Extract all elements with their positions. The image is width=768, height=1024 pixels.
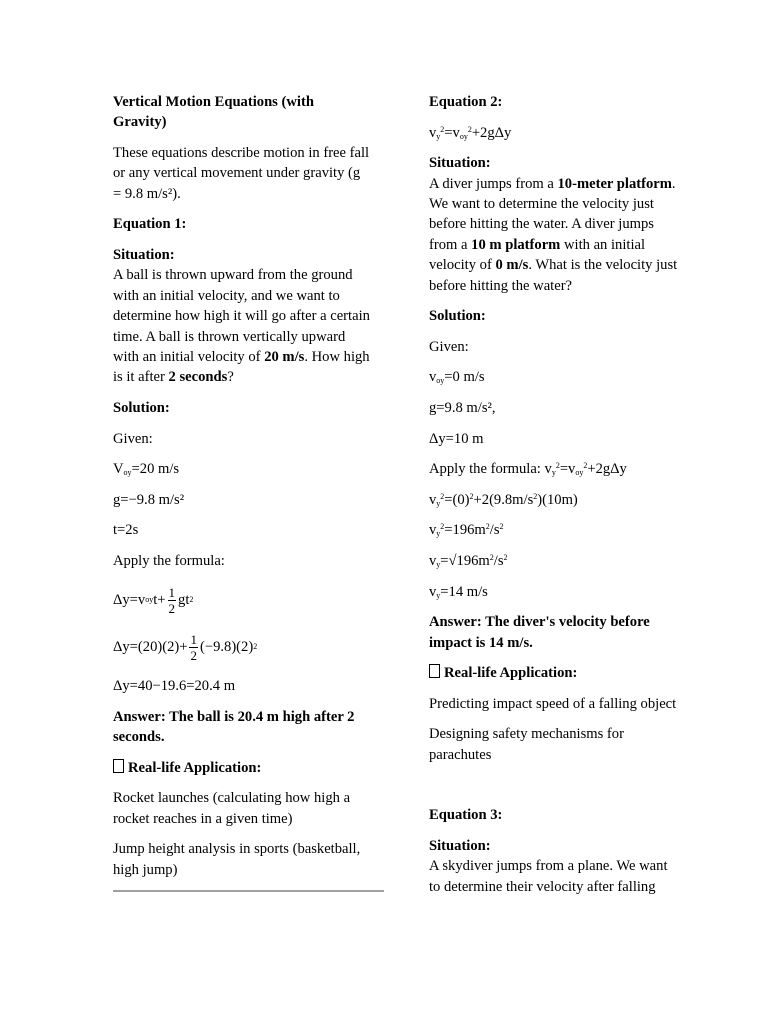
formula-superscript: 2 [503, 552, 508, 562]
equation-1-heading: Equation 1: [113, 216, 187, 233]
situation-time: 2 seconds [168, 369, 228, 386]
real-life-label: Real-life Application: [128, 759, 262, 776]
equation-2-step-2 [429, 520, 679, 540]
equation-3-situation [429, 836, 679, 897]
equation-1-situation [113, 245, 371, 388]
situation-text: . What is the velocity just before hitting the water? [429, 257, 678, 294]
equation-2-step-3 [429, 551, 679, 571]
right-column [429, 92, 679, 907]
situation-velocity: 0 m/s [495, 257, 529, 274]
situation-text: . How high is it after [113, 349, 370, 386]
formula-part: t+ [153, 591, 166, 608]
formula-part: =v [559, 461, 576, 478]
given-value: =0 m/s [444, 369, 485, 386]
equation-2-heading: Equation 2: [429, 94, 503, 110]
formula-part: v [429, 491, 437, 508]
situation-platform-2: 10 m platform [471, 236, 561, 253]
formula-part: Δy=(20)(2)+ [113, 639, 188, 656]
formula-part: /s [489, 522, 500, 539]
given-symbol: V [113, 461, 124, 478]
real-life-item: Designing safety mechanisms for parachutes [429, 726, 624, 763]
situation-text: . We want to determine the velocity just before hitting the water. A diver jumps from a [429, 175, 676, 253]
formula-part: v [429, 552, 437, 569]
intro-paragraph: These equations describe motion in free fall or any vertical movement under gravity (g = 9.8 m/s²). [113, 145, 370, 202]
formula-superscript: 2 [555, 461, 560, 471]
situation-label: Situation: [429, 155, 491, 172]
given-subscript: oy [436, 376, 445, 386]
given-gravity: g=9.8 m/s², [429, 400, 496, 416]
formula-subscript: y [436, 498, 441, 508]
formula-subscript: oy [459, 131, 468, 141]
formula-subscript: y [436, 590, 441, 600]
formula-superscript: 2 [440, 124, 445, 134]
missing-glyph-icon [113, 759, 124, 773]
formula-superscript: 2 [533, 491, 538, 501]
equation-1-result: Δy=40−19.6=20.4 m [113, 677, 236, 694]
formula-part: gt [178, 591, 190, 608]
real-life-heading [113, 758, 371, 778]
situation-text: A ball is thrown upward from the ground with an initial velocity, and we want to determine how high it will go after a certain time. A ball is thrown vertically upward with an initial velocity of [113, 267, 370, 366]
formula-part: (−9.8)(2) [199, 639, 254, 656]
formula-superscript: 2 [485, 522, 490, 532]
formula-subscript: y [551, 468, 556, 478]
fraction-numerator: 1 [168, 584, 176, 600]
formula-part: v [429, 522, 437, 539]
formula-superscript: 2 [440, 522, 445, 532]
formula-subscript: oy [575, 468, 584, 478]
fraction-denominator: 2 [190, 647, 197, 663]
solution-label: Solution: [113, 400, 170, 417]
situation-text: ? [227, 369, 234, 386]
formula-part: v [429, 124, 437, 141]
real-life-label: Real-life Application: [444, 665, 578, 682]
situation-text: with an initial velocity of [429, 236, 646, 274]
formula-part: =√196m [440, 552, 490, 569]
real-life-item: Predicting impact speed of a falling object [429, 695, 677, 712]
situation-platform: 10-meter platform [557, 175, 672, 192]
formula-part: v [544, 461, 552, 478]
given-value: =20 m/s [131, 461, 180, 478]
formula-part: +2(9.8m/s [473, 491, 534, 508]
missing-glyph-icon [429, 664, 440, 678]
given-label: Given: [113, 430, 153, 447]
apply-formula-label: Apply the formula: [429, 461, 545, 478]
formula-superscript: 2 [467, 124, 472, 134]
equation-1-formula: Δy=v oy t+ $\frac{1}{2}$ gt 2 [113, 584, 194, 616]
apply-formula-line [429, 459, 679, 479]
situation-text: A skydiver jumps from a plane. We want to determine their velocity after falling [429, 858, 668, 895]
real-life-item: Jump height analysis in sports (basketball, high jump) [113, 841, 361, 878]
fraction-numerator: 1 [190, 631, 197, 647]
situation-label: Situation: [429, 837, 491, 854]
given-height: Δy=10 m [429, 430, 484, 447]
formula-superscript: 2 [499, 522, 504, 532]
equation-3-heading: Equation 3: [429, 807, 503, 824]
formula-part: =v [444, 124, 460, 141]
formula-part: +2gΔy [471, 124, 512, 141]
formula-part: =(0) [444, 491, 470, 508]
formula-part: v [429, 583, 437, 600]
formula-superscript: 2 [440, 491, 445, 501]
formula-part: =196m [444, 522, 486, 539]
formula-subscript: y [436, 529, 441, 539]
fraction-denominator: 2 [168, 600, 176, 616]
formula-part: +2gΔy [587, 461, 627, 478]
equation-2-situation [429, 153, 679, 296]
situation-label: Situation: [113, 247, 175, 263]
spacer [429, 775, 679, 805]
real-life-heading [429, 663, 679, 683]
situation-text: A diver jumps from a [429, 175, 558, 192]
given-initial-velocity [113, 459, 371, 479]
fraction [189, 632, 198, 663]
document-title: Vertical Motion Equations (with Gravity) [113, 94, 314, 131]
formula-subscript: y [436, 131, 441, 141]
equation-2-step-1 [429, 490, 679, 510]
formula-part: )(10m) [537, 491, 578, 508]
formula-superscript: 2 [583, 461, 588, 471]
equation-1-substitution: Δy=(20)(2)+ $\frac{1}{2}$ (−9.8)(2) 2 [113, 631, 258, 663]
real-life-item: Rocket launches (calculating how high a rocket reaches in a given time) [113, 790, 351, 827]
given-time: t=2s [113, 522, 139, 539]
given-subscript: oy [123, 468, 132, 478]
fraction [168, 585, 177, 616]
given-label: Given: [429, 338, 469, 355]
equation-2-answer: Answer: The diver's velocity before impact is 14 m/s. [429, 614, 650, 651]
equation-1-answer: Answer: The ball is 20.4 m high after 2 seconds. [113, 708, 355, 745]
given-gravity: g=−9.8 m/s² [113, 491, 185, 508]
left-column [113, 92, 371, 892]
formula-part: =14 m/s [440, 583, 488, 600]
given-initial-velocity [429, 367, 679, 387]
section-divider [113, 890, 384, 892]
given-symbol: v [429, 369, 437, 386]
formula-subscript: y [436, 559, 441, 569]
apply-formula-label: Apply the formula: [113, 553, 225, 569]
equation-2-formula [429, 123, 679, 143]
situation-velocity: 20 m/s [264, 349, 305, 366]
formula-superscript: 2 [469, 491, 474, 501]
formula-superscript: 2 [489, 552, 494, 562]
solution-label: Solution: [429, 308, 486, 325]
formula-part: /s [493, 552, 504, 569]
equation-2-step-4 [429, 582, 679, 602]
formula-part: Δy=v [113, 591, 146, 608]
